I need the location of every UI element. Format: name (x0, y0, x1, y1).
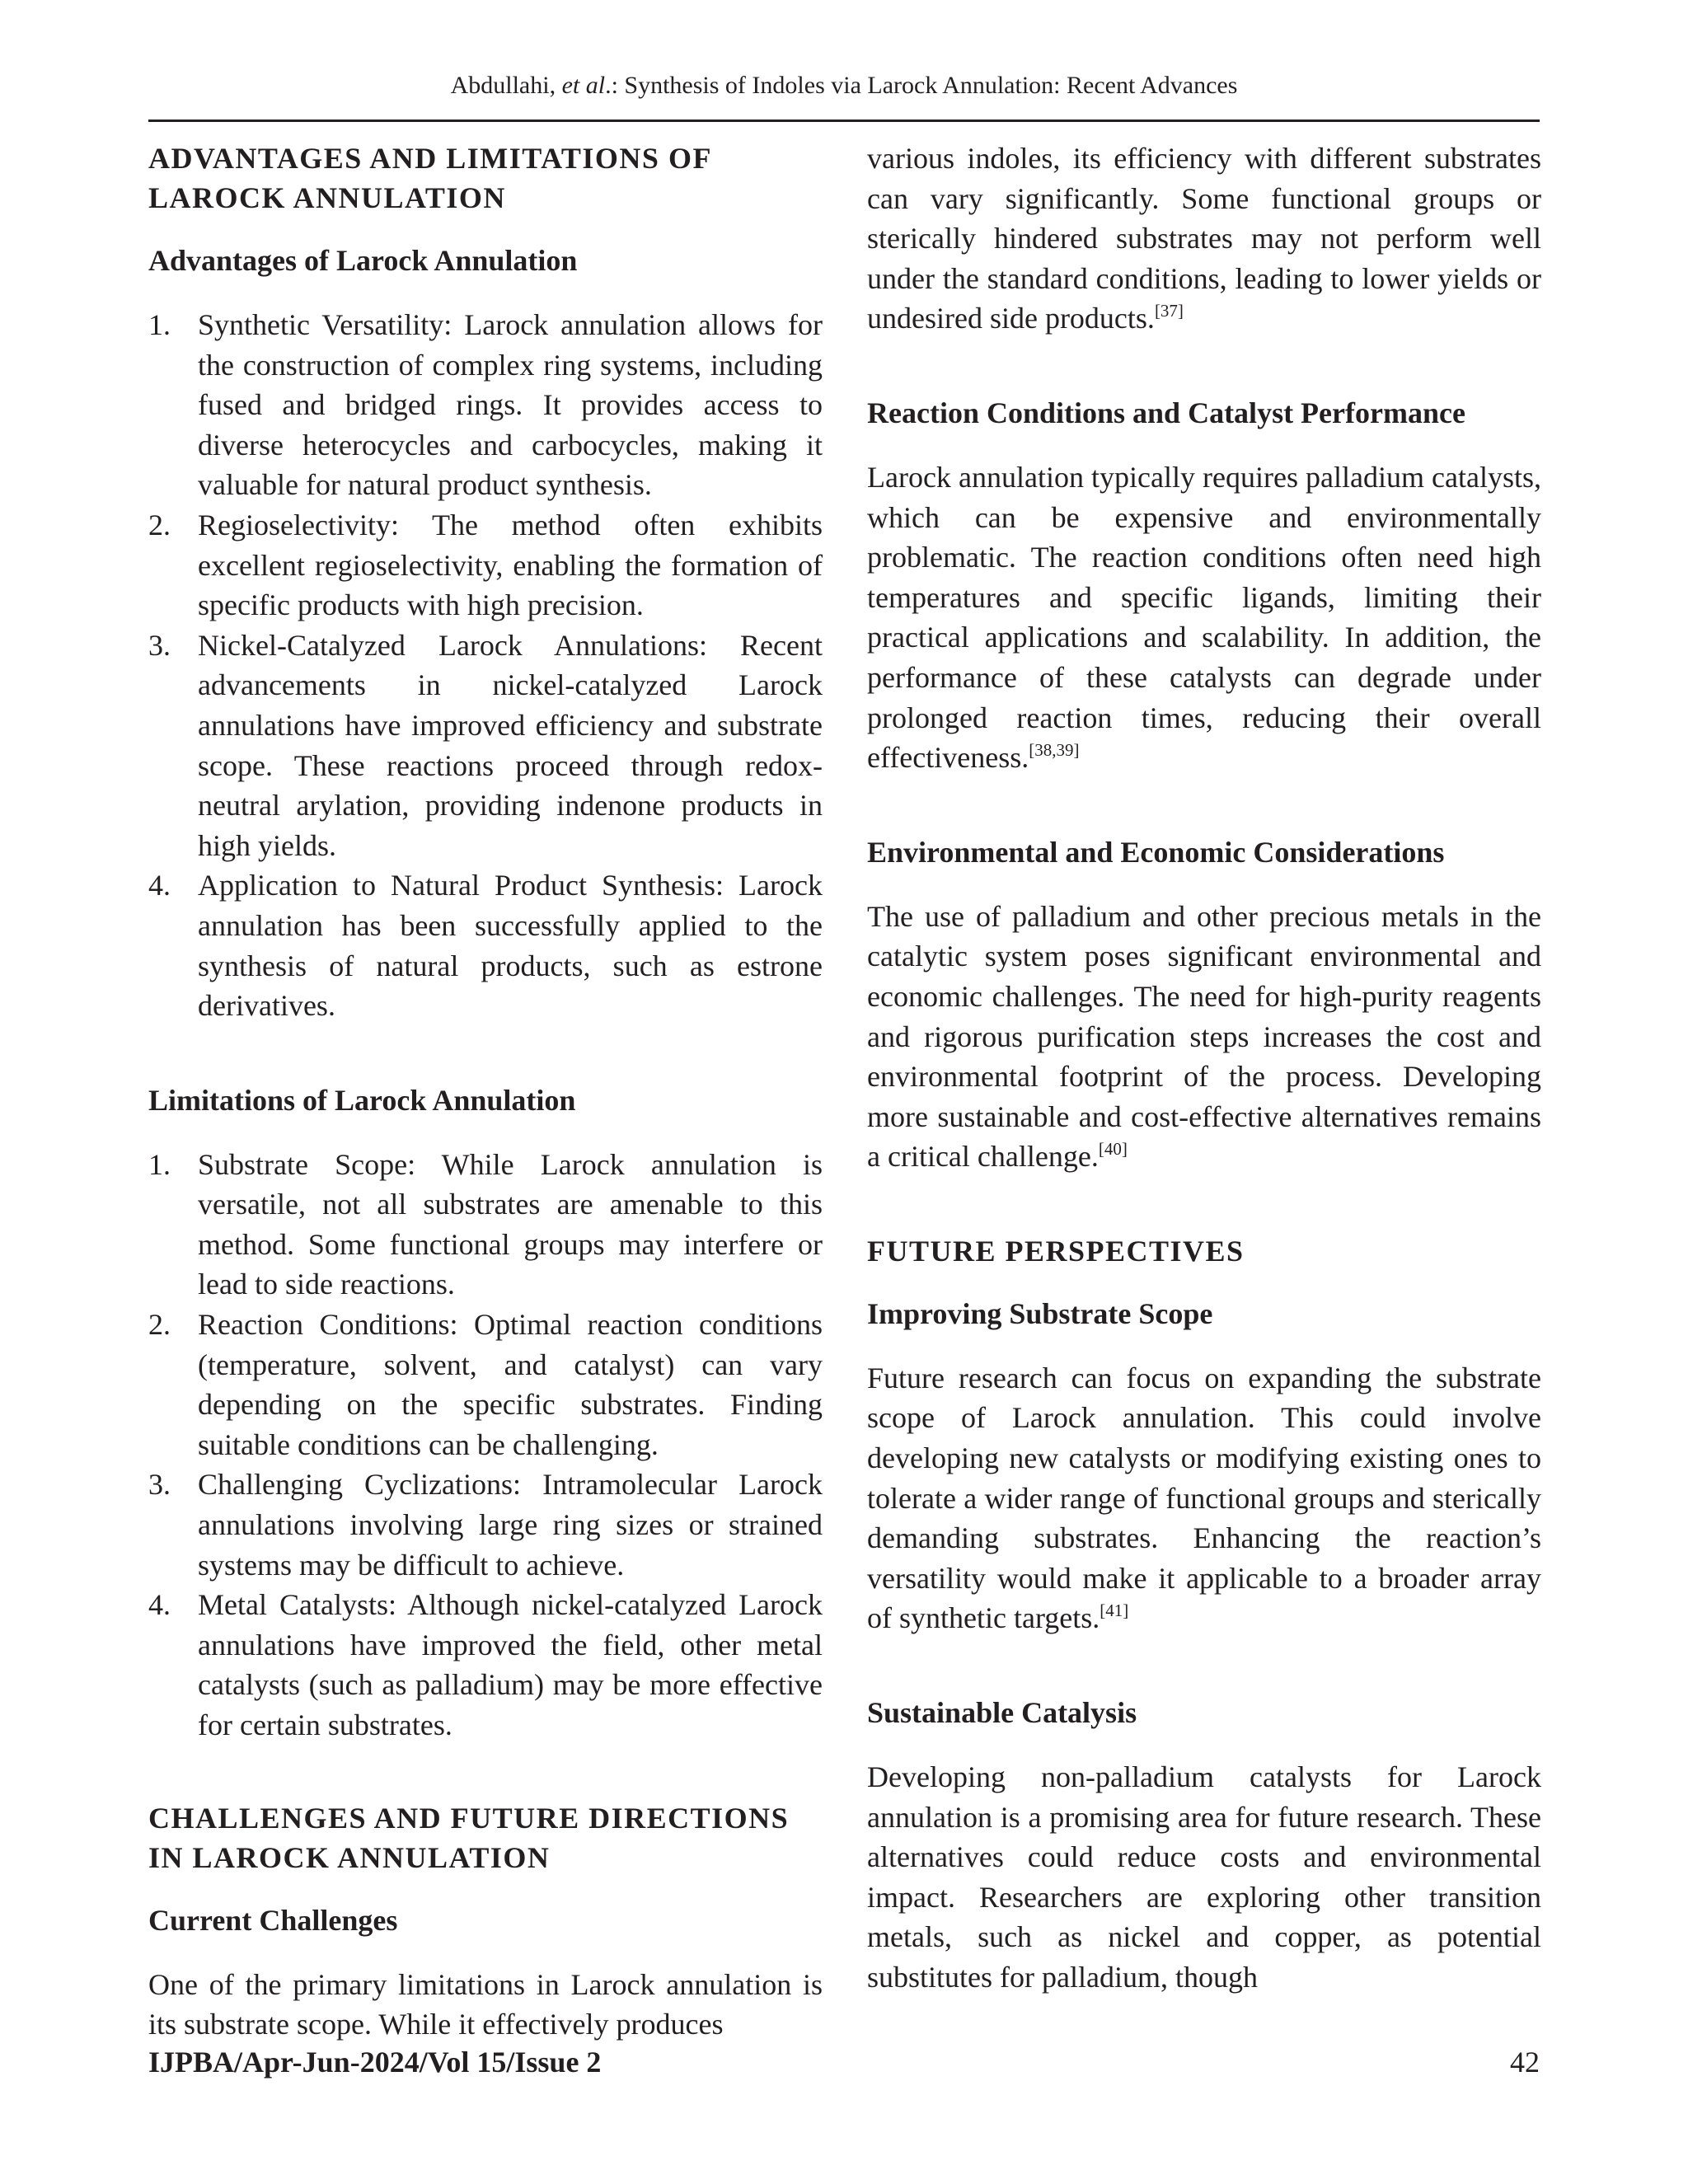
list-item (148, 865, 823, 1025)
list-item (148, 505, 823, 626)
advantages-section-title: ADVANTAGES AND LIMITATIONS OF LAROCK ANNULATION (148, 142, 711, 214)
limitations-subhead: Limitations of Larock Annulation (148, 1083, 576, 1117)
citation-ref: [37] (1154, 301, 1184, 321)
list-item (148, 1305, 823, 1465)
future-perspectives-title: FUTURE PERSPECTIVES (867, 1234, 1245, 1268)
list-item-number: 2. (148, 508, 171, 541)
right-column (867, 138, 1541, 1998)
paragraph-text: Larock annulation typically requires palladium catalysts, which can be expensive and environmentally problematic. The reaction conditions often need high temperatures and specific ligands, limiting their practical applications and scalability. In addition, the performance of these catalysts can degrade under prolonged reaction times, reducing their overall effectiveness. (867, 460, 1541, 775)
current-challenges-subhead: Current Challenges (148, 1903, 398, 1937)
citation-ref: [38,39] (1029, 740, 1080, 761)
citation-ref: [41] (1100, 1601, 1129, 1621)
environmental-paragraph (867, 897, 1541, 1177)
improving-substrate-paragraph (867, 1358, 1541, 1638)
list-item (148, 305, 823, 505)
header-authors: Abdullahi, (450, 72, 562, 99)
list-item-text: Application to Natural Product Synthesis: Larock annulation has been successfully applied to the synthesis of natural products, such as estrone derivatives. (198, 869, 823, 1023)
advantages-subhead: Advantages of Larock Annulation (148, 244, 578, 277)
list-item (148, 1145, 823, 1305)
spacer (148, 1026, 823, 1080)
spacer (867, 778, 1541, 832)
list-item-text: Challenging Cyclizations: Intramolecular Larock annulations involving large ring sizes or strained systems may be difficult to achieve. (198, 1468, 823, 1582)
paragraph-text: various indoles, its efficiency with different substrates can vary significantly. Some functional groups or sterically hindered substrates may not perform well under the standard conditions, leading to lower yields or undesired side products. (867, 142, 1541, 335)
list-item-number: 1. (148, 1147, 171, 1181)
spacer (867, 339, 1541, 393)
spacer (867, 1177, 1541, 1231)
list-item-number: 1. (148, 308, 171, 341)
advantages-list (148, 305, 823, 1026)
current-challenges-paragraph: One of the primary limitations in Larock annulation is its substrate scope. While it effectively produces (148, 1967, 823, 2041)
list-item-text: Substrate Scope: While Larock annulation is versatile, not all substrates are amenable to this method. Some functional groups may interfere or lead to side reactions. (198, 1147, 823, 1301)
page-number: 42 (1510, 2046, 1540, 2079)
list-item-number: 2. (148, 1308, 171, 1342)
paragraph-text: The use of palladium and other precious metals in the catalytic system poses significant environmental and economic challenges. The need for high-purity reagents and rigorous purification steps increases the cost and environmental footprint of the process. Developing more sustainable and cost-effective alternatives remains a critical challenge. (867, 899, 1541, 1174)
list-item-number: 3. (148, 628, 171, 662)
reaction-conditions-paragraph (867, 457, 1541, 778)
list-item-number: 3. (148, 1468, 171, 1502)
left-column (148, 138, 823, 2045)
limitations-list (148, 1145, 823, 1746)
spacer (867, 1638, 1541, 1693)
list-item-text: Synthetic Versatility: Larock annulation allows for the construction of complex ring systems, including fused and bridged rings. It provides access to diverse heterocycles and carbocycles, making it valuable for natural product synthesis. (198, 308, 823, 502)
sustainable-catalysis-subhead: Sustainable Catalysis (867, 1696, 1137, 1730)
improving-substrate-subhead: Improving Substrate Scope (867, 1296, 1213, 1330)
citation-ref: [40] (1098, 1139, 1128, 1160)
sustainable-catalysis-paragraph: Developing non-palladium catalysts for Larock annulation is a promising area for future research. These alternatives could reduce costs and environmental impact. Researchers are exploring other transition metals, such as nickel and copper, as potential substitutes for palladium, though (867, 1760, 1541, 1994)
journal-citation: IJPBA/Apr-Jun-2024/Vol 15/Issue 2 (148, 2046, 602, 2079)
list-item-text: Reaction Conditions: Optimal reaction conditions (temperature, solvent, and catalyst) can vary depending on the specific substrates. Finding suitable conditions can be challenging. (198, 1308, 823, 1461)
list-item-number: 4. (148, 869, 171, 902)
header-title: .: Synthesis of Indoles via Larock Annulation: Recent Advances (605, 72, 1238, 99)
challenges-section-title: CHALLENGES AND FUTURE DIRECTIONS IN LAROCK ANNULATION (148, 1801, 790, 1874)
header-etal: et al (561, 72, 606, 99)
list-item (148, 626, 823, 866)
paragraph-text: Future research can focus on expanding the substrate scope of Larock annulation. This could involve developing new catalysts or modifying existing ones to tolerate a wider range of functional groups and sterically demanding substrates. Enhancing the reaction’s versatility would make it applicable to a broader array of synthetic targets. (867, 1361, 1541, 1635)
list-item-text: Regioselectivity: The method often exhibits excellent regioselectivity, enabling the formation of specific products with high precision. (198, 508, 823, 622)
list-item (148, 1465, 823, 1585)
spacer (148, 1746, 823, 1798)
continued-paragraph (867, 138, 1541, 339)
list-item (148, 1585, 823, 1745)
reaction-conditions-subhead: Reaction Conditions and Catalyst Performance (867, 396, 1465, 429)
environmental-subhead: Environmental and Economic Considerations (867, 835, 1445, 869)
header-rule (148, 120, 1540, 122)
list-item-number: 4. (148, 1588, 171, 1622)
running-header (148, 69, 1540, 102)
list-item-text: Metal Catalysts: Although nickel-catalyzed Larock annulations have improved the field, other metal catalysts (such as palladium) may be more effective for certain substrates. (198, 1588, 823, 1741)
list-item-text: Nickel-Catalyzed Larock Annulations: Recent advancements in nickel-catalyzed Larock annulations have improved efficiency and substrate scope. These reactions proceed through redox-neutral arylation, providing indenone products in high yields. (198, 628, 823, 862)
